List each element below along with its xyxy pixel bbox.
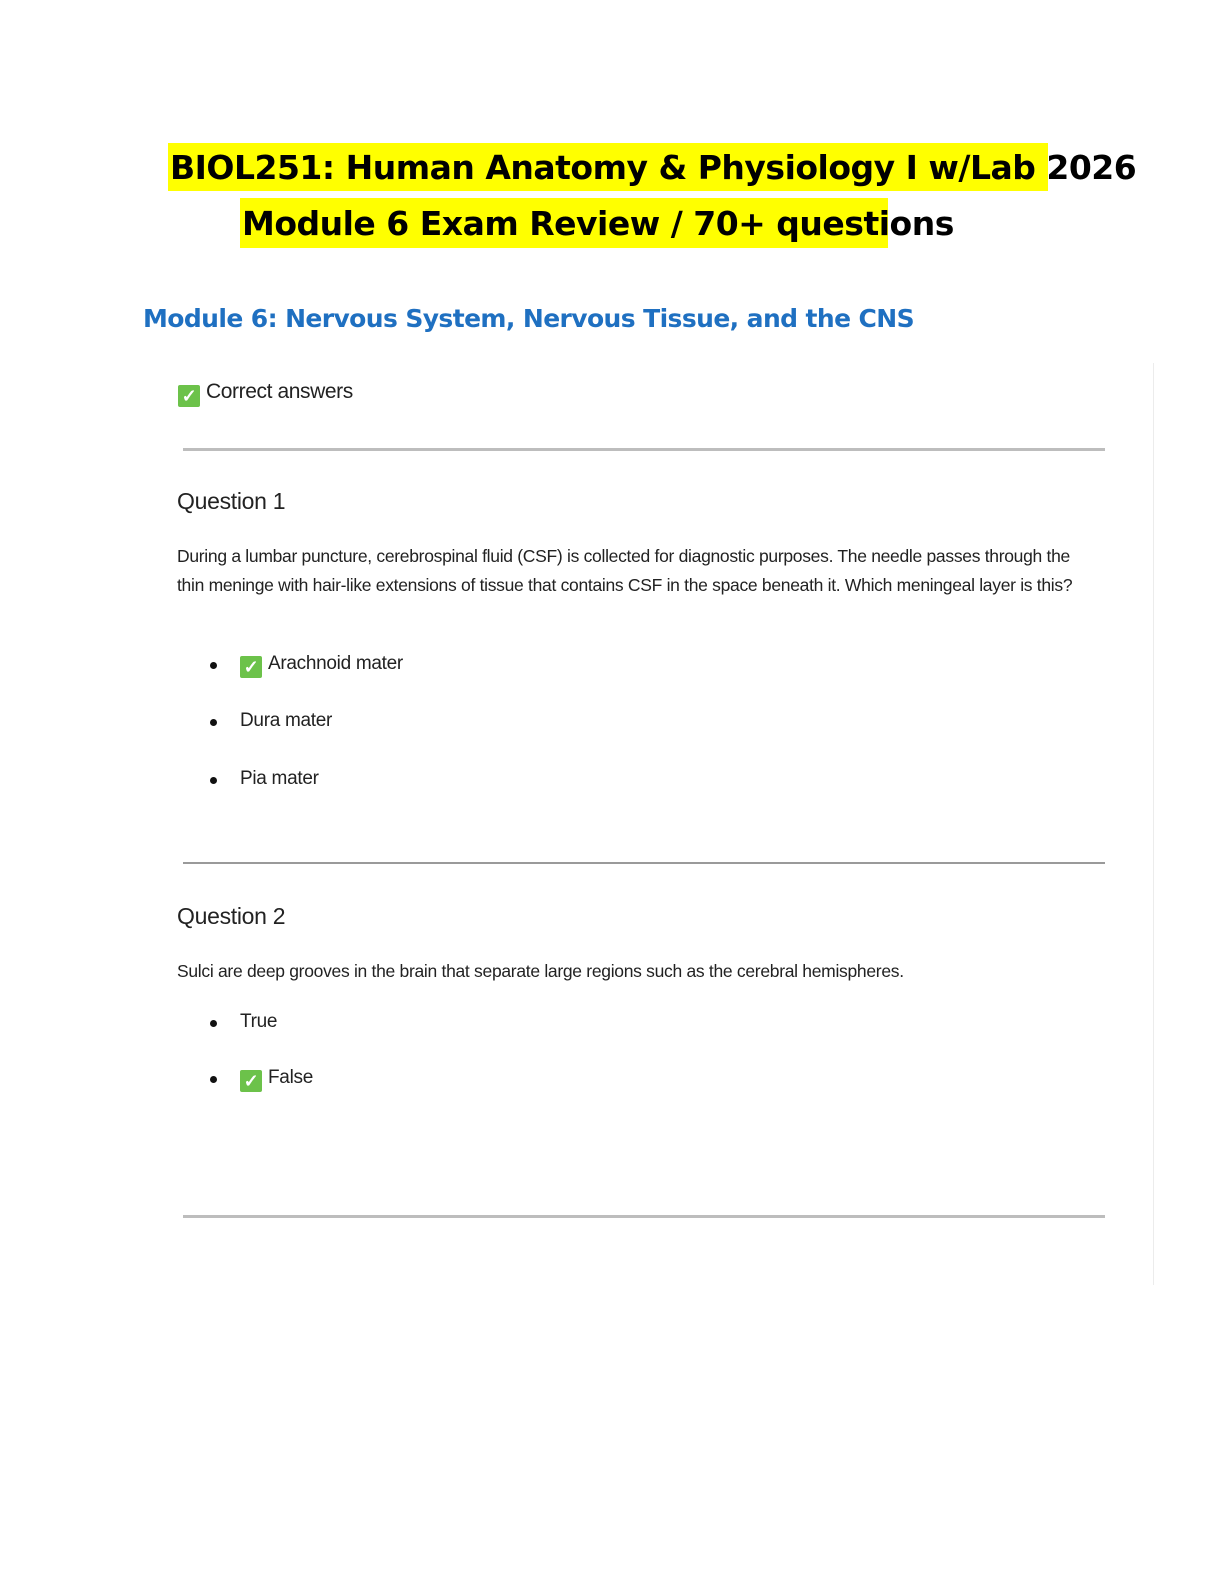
legend-label: Correct answers: [206, 380, 353, 403]
bullet-icon: [210, 662, 217, 669]
correct-answers-legend: [178, 380, 353, 407]
question-text: During a lumbar puncture, cerebrospinal fluid (CSF) is collected for diagnostic purposes. The needle passes through the thin meninge with hair-like extensions of tissue that contains CSF in the space beneath it. Which meningeal layer is this?: [177, 546, 1073, 595]
green-check-icon: ✓: [240, 1070, 262, 1092]
bullet-icon: [210, 1076, 217, 1083]
document-title-line-2: Module 6 Exam Review / 70+ questions: [240, 198, 888, 248]
module-heading: Module 6: Nervous System, Nervous Tissue, and the CNS: [143, 304, 915, 333]
question-title: Question 2: [177, 903, 286, 929]
option-label: True: [240, 1011, 278, 1032]
divider: [183, 862, 1105, 864]
green-check-icon: ✓: [178, 385, 200, 407]
question-title: Question 1: [177, 488, 286, 514]
divider: [183, 448, 1105, 451]
question-text: Sulci are deep grooves in the brain that separate large regions such as the cerebral hemispheres.: [177, 961, 904, 981]
bullet-icon: [210, 777, 217, 784]
option-label: Dura mater: [240, 710, 333, 731]
option-label: Pia mater: [240, 768, 319, 789]
bullet-icon: [210, 1020, 217, 1027]
content-border-line: [1153, 363, 1154, 1285]
green-check-icon: ✓: [240, 656, 262, 678]
document-title-line-1: BIOL251: Human Anatomy & Physiology I w/Lab 2026: [168, 143, 1048, 191]
bullet-icon: [210, 719, 217, 726]
divider: [183, 1215, 1105, 1218]
option-label: Arachnoid mater: [268, 653, 403, 674]
option-label: False: [268, 1067, 313, 1088]
